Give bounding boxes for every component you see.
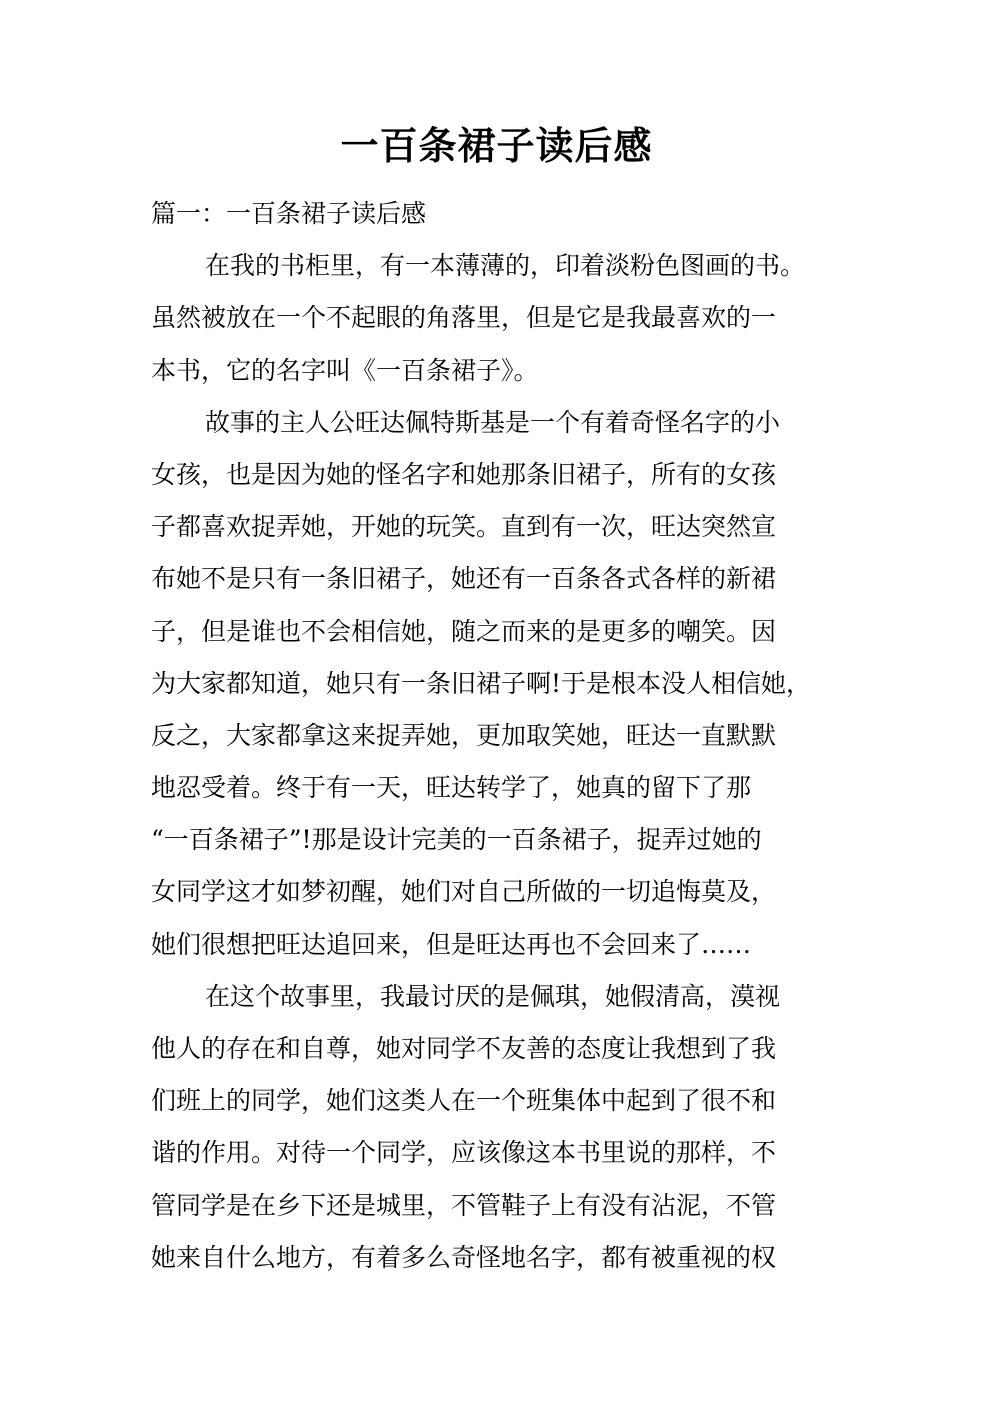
paragraph-line: 他人的存在和自尊，她对同学不友善的态度让我想到了我 bbox=[151, 1034, 777, 1063]
paragraph-line: 子，但是谁也不会相信她，随之而来的是更多的嘲笑。因 bbox=[151, 616, 777, 646]
paragraph-line: 管同学是在乡下还是城里，不管鞋子上有没有沾泥，不管 bbox=[151, 1190, 777, 1220]
paragraph-line: 在我的书柜里，有一本薄薄的，印着淡粉色图画的书。 bbox=[205, 251, 806, 281]
paragraph-line: 布她不是只有一条旧裙子，她还有一百条各式各样的新裙 bbox=[151, 564, 777, 594]
paragraph-line: 地忍受着。终于有一天，旺达转学了，她真的留下了那 bbox=[151, 773, 752, 803]
paragraph-line: 子都喜欢捉弄她，开她的玩笑。直到有一次，旺达突然宣 bbox=[151, 512, 777, 542]
section-heading: 篇一：一百条裙子读后感 bbox=[151, 199, 427, 228]
paragraph-line: 故事的主人公旺达佩特斯基是一个有着奇怪名字的小 bbox=[205, 407, 781, 437]
paragraph-line: 谐的作用。对待一个同学，应该像这本书里说的那样，不 bbox=[151, 1138, 777, 1168]
paragraph-line: 虽然被放在一个不起眼的角落里，但是它是我最喜欢的一 bbox=[151, 303, 777, 333]
paragraph-line: 为大家都知道，她只有一条旧裙子啊!于是根本没人相信她， bbox=[151, 668, 812, 698]
paragraph-line: 她们很想把旺达追回来，但是旺达再也不会回来了…… bbox=[151, 929, 752, 959]
paragraph-line: 反之，大家都拿这来捉弄她，更加取笑她，旺达一直默默 bbox=[151, 720, 777, 750]
paragraph-line: 们班上的同学，她们这类人在一个班集体中起到了很不和 bbox=[151, 1086, 777, 1116]
paragraph-line: 在这个故事里，我最讨厌的是佩琪，她假清高，漠视 bbox=[205, 981, 781, 1011]
paragraph-line: 女同学这才如梦初醒，她们对自己所做的一切追悔莫及， bbox=[151, 877, 777, 907]
paragraph-line: 女孩，也是因为她的怪名字和她那条旧裙子，所有的女孩 bbox=[151, 459, 777, 489]
paragraph-line: “一百条裙子”!那是设计完美的一百条裙子，捉弄过她的 bbox=[151, 825, 762, 855]
paragraph-line: 本书，它的名字叫《一百条裙子》。 bbox=[151, 355, 539, 385]
page-title: 一百条裙子读后感 bbox=[340, 123, 653, 168]
paragraph-line: 她来自什么地方，有着多么奇怪地名字，都有被重视的权 bbox=[151, 1242, 777, 1272]
document-body bbox=[151, 188, 851, 1284]
